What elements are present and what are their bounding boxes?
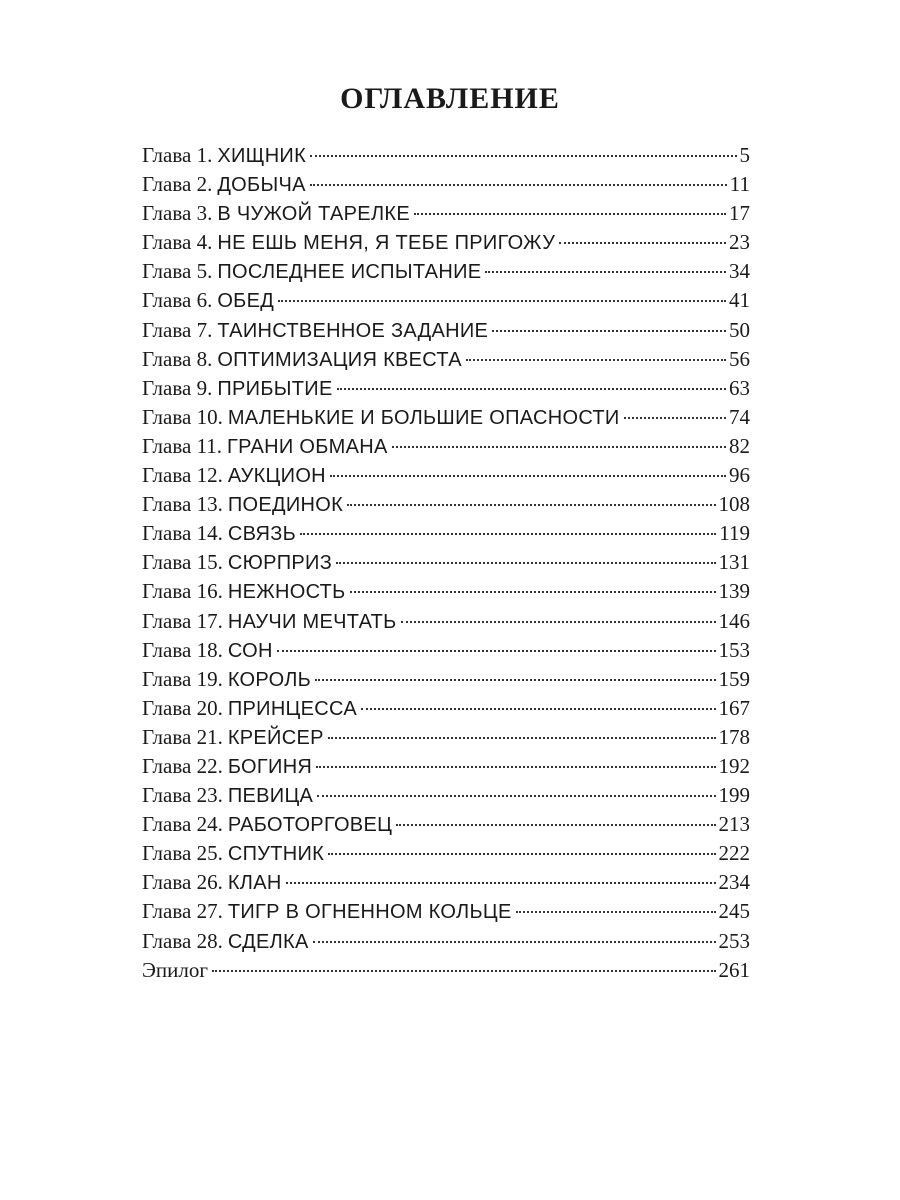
chapter-title: КРЕЙСЕР [227, 726, 324, 749]
page-number: 153 [718, 637, 750, 662]
page-number: 17 [729, 201, 750, 226]
page-number: 139 [718, 579, 750, 604]
chapter-title: ПРИНЦЕССА [227, 697, 357, 720]
dot-leader [350, 591, 716, 593]
chapter-title: КЛАН [227, 872, 282, 895]
dot-leader [624, 417, 726, 419]
toc-entry [142, 347, 750, 376]
page-number: 192 [718, 753, 750, 778]
page-number: 41 [729, 288, 750, 313]
toc-entry [142, 667, 750, 696]
chapter-title: МАЛЕНЬКИЕ И БОЛЬШИЕ ОПАСНОСТИ [227, 406, 620, 429]
dot-leader [330, 475, 726, 477]
page-number: 119 [719, 521, 750, 546]
toc-entry [142, 638, 750, 667]
chapter-number: Глава 11. [142, 433, 223, 458]
chapter-title: ГРАНИ ОБМАНА [227, 435, 388, 458]
dot-leader [317, 795, 715, 797]
page-number: 146 [718, 608, 750, 633]
toc-entry [142, 434, 750, 463]
chapter-number: Глава 28. [142, 928, 223, 953]
dot-leader [277, 650, 716, 652]
page-number: 213 [718, 812, 750, 837]
chapter-number: Глава 19. [142, 666, 223, 691]
dot-leader [516, 911, 716, 913]
dot-leader [414, 213, 726, 215]
chapter-title: ПОСЛЕДНЕЕ ИСПЫТАНИЕ [217, 261, 482, 284]
toc-entry [142, 405, 750, 434]
dot-leader [559, 242, 726, 244]
chapter-number: Эпилог [142, 957, 208, 982]
toc-entry [142, 288, 750, 317]
dot-leader [316, 766, 715, 768]
page-number: 74 [729, 404, 750, 429]
toc-entry [142, 899, 750, 928]
chapter-number: Глава 3. [142, 201, 213, 226]
chapter-title: ОБЕД [217, 290, 275, 313]
page-number: 178 [718, 724, 750, 749]
toc-entry [142, 579, 750, 608]
chapter-number: Глава 22. [142, 753, 223, 778]
chapter-title: НАУЧИ МЕЧТАТЬ [227, 610, 397, 633]
dot-leader [328, 853, 715, 855]
page-number: 56 [729, 346, 750, 371]
dot-leader [396, 824, 715, 826]
chapter-number: Глава 4. [142, 230, 213, 255]
chapter-title: СВЯЗЬ [227, 523, 297, 546]
toc-entry [142, 230, 750, 259]
chapter-title: СПУТНИК [227, 843, 325, 866]
chapter-number: Глава 10. [142, 404, 223, 429]
dot-leader [315, 679, 715, 681]
page-number: 63 [729, 375, 750, 400]
toc-entry [142, 550, 750, 579]
page-number: 222 [718, 841, 750, 866]
chapter-number: Глава 17. [142, 608, 223, 633]
toc-entry [142, 201, 750, 230]
chapter-number: Глава 16. [142, 579, 223, 604]
page-number: 261 [718, 957, 750, 982]
page-number: 34 [729, 259, 750, 284]
page-number: 253 [718, 928, 750, 953]
chapter-title: СОН [227, 639, 273, 662]
chapter-title: РАБОТОРГОВЕЦ [227, 814, 393, 837]
dot-leader [336, 562, 715, 564]
page-number: 96 [729, 463, 750, 488]
toc-entry [142, 958, 750, 987]
chapter-number: Глава 5. [142, 259, 213, 284]
toc-entry [142, 812, 750, 841]
chapter-number: Глава 15. [142, 550, 223, 575]
dot-leader [212, 970, 716, 972]
dot-leader [310, 184, 727, 186]
dot-leader [392, 446, 726, 448]
dot-leader [347, 504, 715, 506]
chapter-title: ПОЕДИНОК [227, 494, 344, 517]
toc-entry [142, 376, 750, 405]
chapter-number: Глава 9. [142, 375, 213, 400]
toc-entry [142, 318, 750, 347]
chapter-title: АУКЦИОН [227, 465, 326, 488]
chapter-title: ОПТИМИЗАЦИЯ КВЕСТА [217, 348, 462, 371]
toc-entry [142, 259, 750, 288]
toc-entry [142, 841, 750, 870]
chapter-number: Глава 18. [142, 637, 223, 662]
chapter-title: ХИЩНИК [217, 145, 307, 167]
chapter-title: ТИГР В ОГНЕННОМ КОЛЬЦЕ [227, 901, 512, 924]
chapter-number: Глава 21. [142, 724, 223, 749]
chapter-title: В ЧУЖОЙ ТАРЕЛКЕ [217, 203, 410, 226]
chapter-number: Глава 6. [142, 288, 213, 313]
table-of-contents [142, 143, 750, 987]
toc-entry [142, 492, 750, 521]
chapter-number: Глава 14. [142, 521, 223, 546]
dot-leader [300, 533, 716, 535]
page-number: 234 [718, 870, 750, 895]
chapter-number: Глава 24. [142, 812, 223, 837]
chapter-number: Глава 20. [142, 695, 223, 720]
dot-leader [313, 941, 716, 943]
page-number: 159 [718, 666, 750, 691]
chapter-number: Глава 12. [142, 463, 223, 488]
dot-leader [466, 359, 726, 361]
page-number: 199 [718, 783, 750, 808]
chapter-title: БОГИНЯ [227, 755, 313, 778]
page-number: 245 [718, 899, 750, 924]
page-number: 167 [718, 695, 750, 720]
dot-leader [337, 388, 726, 390]
chapter-number: Глава 25. [142, 841, 223, 866]
page-title: ОГЛАВЛЕНИЕ [340, 82, 560, 115]
chapter-number: Глава 27. [142, 899, 223, 924]
dot-leader [328, 737, 716, 739]
toc-entry [142, 172, 750, 201]
page-number: 5 [739, 143, 750, 167]
chapter-number: Глава 13. [142, 492, 223, 517]
chapter-number: Глава 7. [142, 317, 213, 342]
toc-entry [142, 696, 750, 725]
chapter-title: ДОБЫЧА [217, 174, 306, 197]
toc-entry [142, 754, 750, 783]
toc-entry [142, 463, 750, 492]
page-number: 11 [729, 172, 750, 197]
toc-entry [142, 870, 750, 899]
toc-entry [142, 143, 750, 172]
dot-leader [286, 882, 716, 884]
chapter-title: КОРОЛЬ [227, 668, 312, 691]
toc-entry [142, 609, 750, 638]
page-number: 23 [729, 230, 750, 255]
page-number: 82 [729, 433, 750, 458]
dot-leader [492, 330, 726, 332]
toc-entry [142, 521, 750, 550]
dot-leader [401, 621, 716, 623]
toc-entry [142, 929, 750, 958]
chapter-title: СДЕЛКА [227, 930, 309, 953]
page-number: 131 [718, 550, 750, 575]
chapter-number: Глава 2. [142, 172, 213, 197]
chapter-title: ПЕВИЦА [227, 785, 314, 808]
page-number: 108 [718, 492, 750, 517]
chapter-number: Глава 23. [142, 783, 223, 808]
dot-leader [278, 300, 726, 302]
chapter-number: Глава 8. [142, 346, 213, 371]
toc-entry [142, 725, 750, 754]
dot-leader [485, 271, 726, 273]
chapter-title: НЕ ЕШЬ МЕНЯ, Я ТЕБЕ ПРИГОЖУ [217, 232, 556, 255]
chapter-title: ПРИБЫТИЕ [217, 377, 333, 400]
toc-entry [142, 783, 750, 812]
chapter-title: НЕЖНОСТЬ [227, 581, 346, 604]
dot-leader [310, 155, 736, 157]
chapter-title: ТАИНСТВЕННОЕ ЗАДАНИЕ [217, 319, 489, 342]
dot-leader [361, 708, 716, 710]
chapter-number: Глава 1. [142, 143, 213, 167]
page-number: 50 [729, 317, 750, 342]
chapter-number: Глава 26. [142, 870, 223, 895]
chapter-title: СЮРПРИЗ [227, 552, 333, 575]
